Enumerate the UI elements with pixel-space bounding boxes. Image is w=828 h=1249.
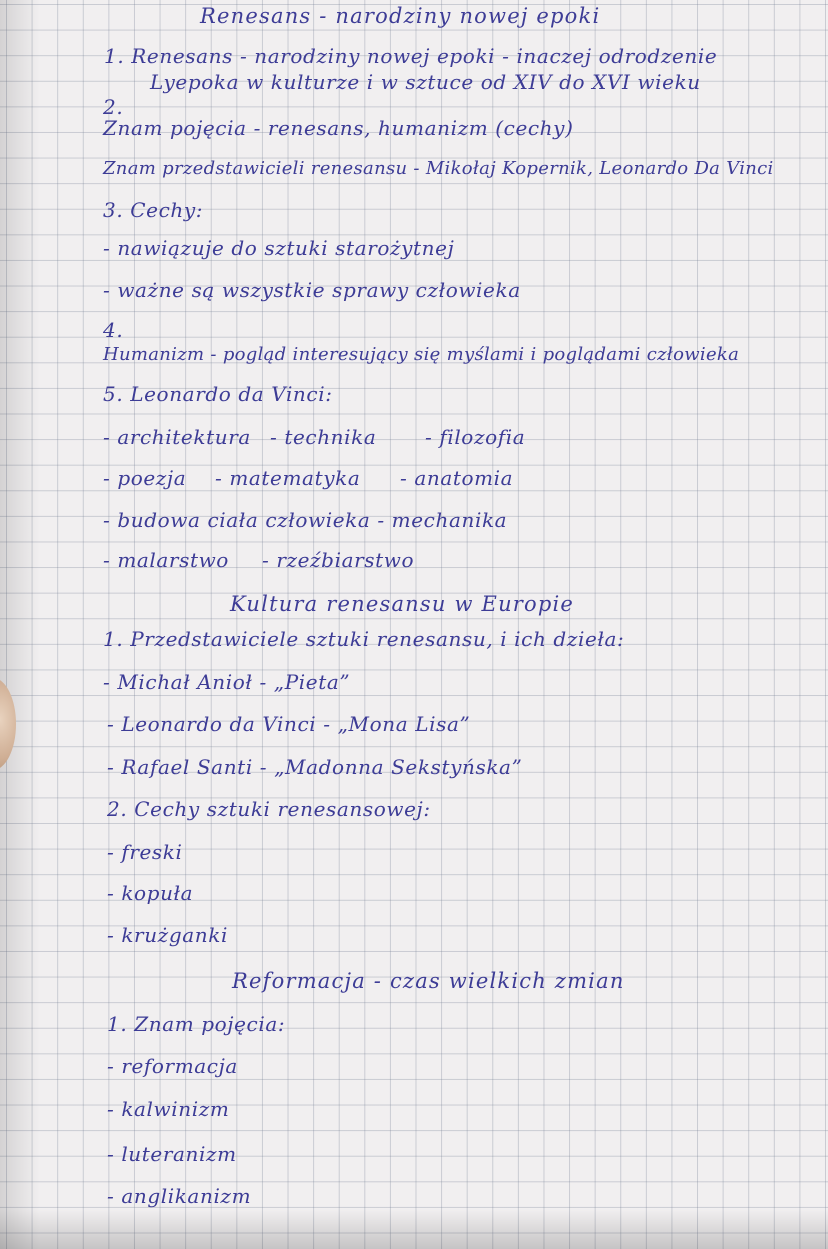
reformacja-term-2: - kalwinizm [107,1097,230,1121]
kultura-artist-2: - Leonardo da Vinci - „Mona Lisa” [107,712,471,736]
reformacja-term-1: - reformacja [107,1054,238,1078]
leonardo-item-poezja: - poezja [103,466,187,490]
leonardo-item-filozofia: - filozofia [425,425,526,449]
kultura-artist-3: - Rafael Santi - „Madonna Sekstyńska” [107,755,523,779]
kultura-feature-3: - krużganki [107,923,228,947]
point-4-line: Humanizm - pogląd interesujący się myślami i poglądami człowieka [103,344,740,365]
point-1-line-2: Lyepoka w kulturze i w sztuce od XIV do XVI wieku [150,70,701,94]
point-1-line-1: 1. Renesans - narodziny nowej epoki - inaczej odrodzenie [104,44,718,68]
leonardo-item-rzezbiarstwo: - rzeźbiarstwo [262,548,415,572]
leonardo-item-budowa: - budowa ciała człowieka - mechanika [103,508,508,532]
kultura-artist-1: - Michał Anioł - „Pieta” [103,670,351,694]
reformacja-term-3: - luteranizm [107,1142,237,1166]
kultura-point-2: 2. Cechy sztuki renesansowej: [107,797,431,821]
reformacja-term-4: - anglikanizm [107,1184,252,1208]
reformacja-point-1: 1. Znam pojęcia: [107,1012,286,1036]
leonardo-item-technika: - technika [270,425,377,449]
heading-reformacja: Reformacja - czas wielkich zmian [232,969,625,993]
point-2-line-2: Znam przedstawicieli renesansu - Mikołaj Kopernik, Leonardo Da Vinci [103,158,774,179]
page-shadow-bottom [0,1209,828,1249]
point-5-heading: 5. Leonardo da Vinci: [103,382,333,406]
point-2-line-1: Znam pojęcia - renesans, humanizm (cechy) [103,116,574,140]
page-shadow-left [0,0,40,1249]
heading-kultura: Kultura renesansu w Europie [230,592,575,616]
point-3-item-2: - ważne są wszystkie sprawy człowieka [103,278,521,302]
point-3-item-1: - nawiązuje do sztuki starożytnej [103,236,455,260]
leonardo-item-malarstwo: - malarstwo [103,548,229,572]
heading-renesans: Renesans - narodziny nowej epoki [200,4,601,28]
leonardo-item-architektura: - architektura [103,425,251,449]
leonardo-item-matematyka: - matematyka [215,466,361,490]
kultura-feature-2: - kopuła [107,881,194,905]
point-2-number: 2. [103,95,124,119]
kultura-point-1: 1. Przedstawiciele sztuki renesansu, i ich dzieła: [103,627,625,651]
point-3-heading: 3. Cechy: [103,198,204,222]
leonardo-item-anatomia: - anatomia [400,466,514,490]
point-4-number: 4. [103,318,124,342]
kultura-feature-1: - freski [107,840,183,864]
